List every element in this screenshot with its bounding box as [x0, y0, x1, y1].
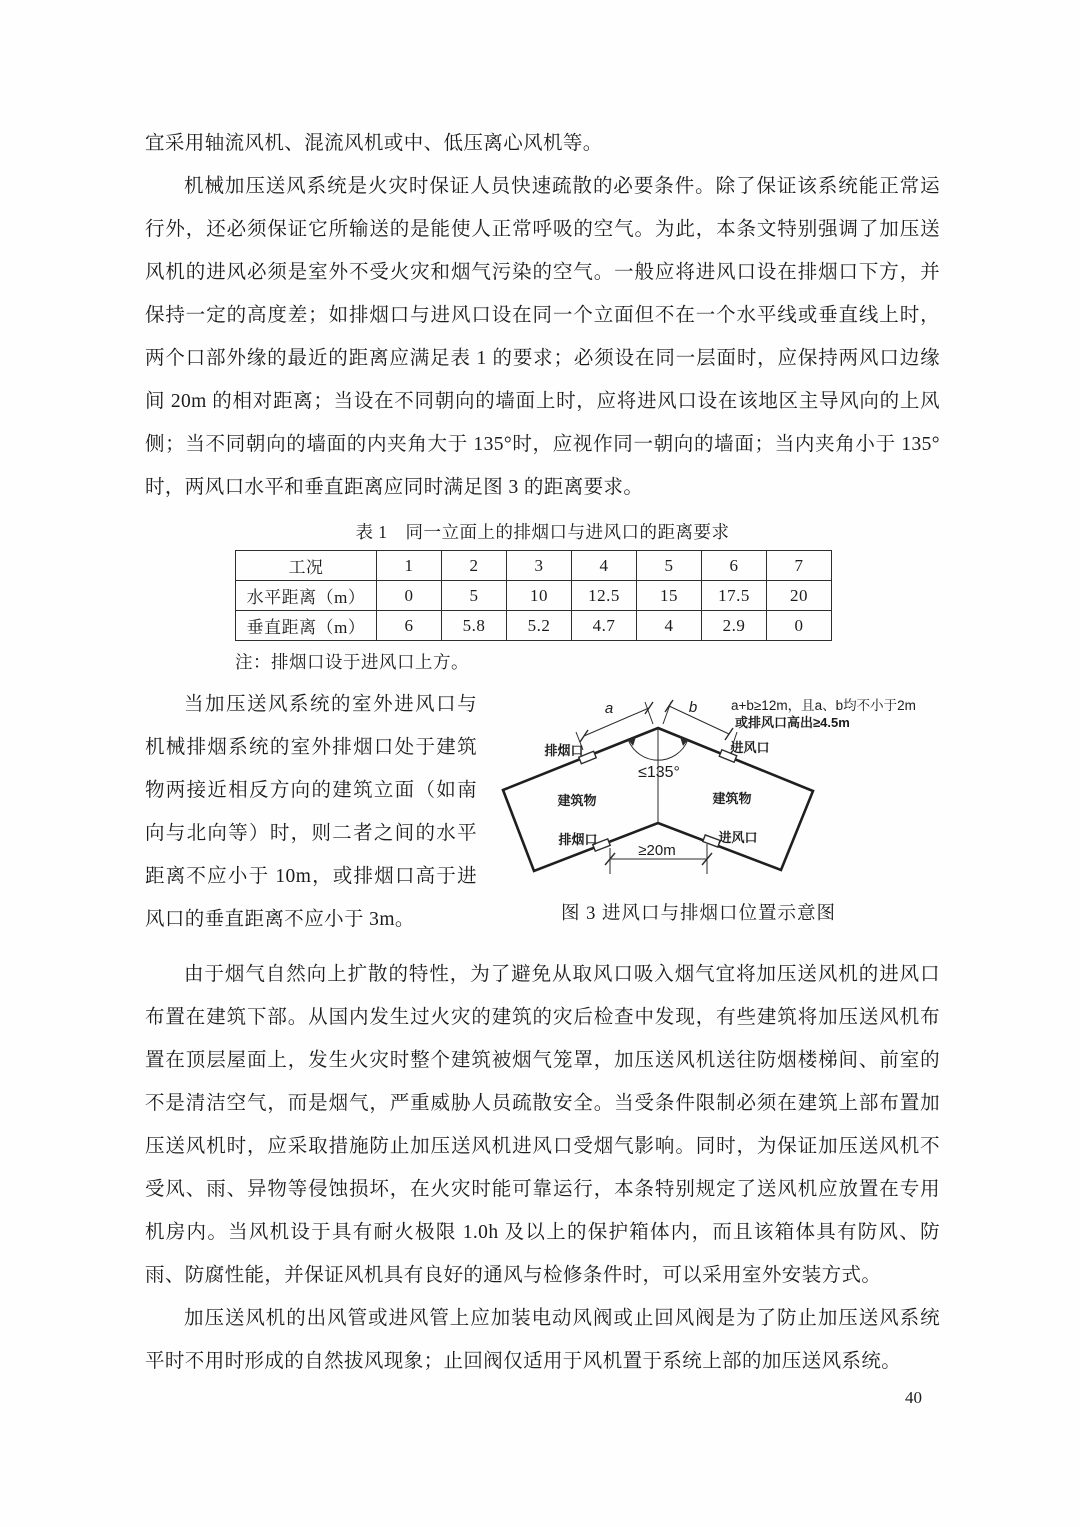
- dimension-tick: [725, 728, 733, 740]
- figure-annotation-line2: 或排风口高出≥4.5m: [735, 715, 850, 730]
- table-cell: 6: [377, 611, 442, 641]
- table-row-label: 垂直距离（m）: [236, 611, 377, 641]
- table-cell: 5: [442, 581, 507, 611]
- distance-table: [235, 550, 832, 641]
- dimension-b-line: [669, 706, 729, 734]
- air-inlet-bottom-label: 进风口: [718, 830, 758, 845]
- figure-annotation-line1: a+b≥12m，且a、b均不小于2m: [731, 698, 916, 713]
- smoke-outlet-top-label: 排烟口: [544, 743, 584, 758]
- table-cell: 2: [442, 551, 507, 581]
- page-number: 40: [905, 1388, 922, 1407]
- table-row: [236, 551, 832, 581]
- table-cell: 1: [377, 551, 442, 581]
- table-cell: 3: [507, 551, 572, 581]
- figure-caption: 图 3 进风口与排烟口位置示意图: [560, 904, 836, 924]
- figure-3: [491, 683, 940, 941]
- paragraph: 宜采用轴流风机、混流风机或中、低压离心风机等。: [145, 133, 603, 154]
- smoke-outlet-bottom-label: 排烟口: [558, 832, 598, 847]
- table-cell: 10: [507, 581, 572, 611]
- dim-b-label: b: [688, 699, 698, 716]
- table-cell: 6: [702, 551, 767, 581]
- figure-side-text: [145, 683, 477, 941]
- figure-3-diagram: [491, 686, 940, 886]
- dim-20m-label: ≥20m: [638, 842, 676, 859]
- table-row: [236, 611, 832, 641]
- table-cell: 0: [767, 611, 832, 641]
- table-cell: 4: [637, 611, 702, 641]
- table-cell: 5: [637, 551, 702, 581]
- table-cell: 15: [637, 581, 702, 611]
- air-inlet-top-label: 进风口: [730, 740, 770, 755]
- table-header-cell: 工况: [236, 551, 377, 581]
- paragraph: 加压送风机的出风管或进风管上应加装电动风阀或止回风阀是为了防止加压送风系统平时不用时形成的自然拔风现象；止回阀仅适用于风机置于系统上部的加压送风系统。: [145, 1308, 940, 1372]
- page-content: [145, 122, 940, 1383]
- table-cell: 2.9: [702, 611, 767, 641]
- dimension-tick: [580, 730, 588, 742]
- dimension-a-line: [584, 708, 649, 736]
- table-cell: 4: [572, 551, 637, 581]
- figure-section: [145, 683, 940, 941]
- extension-line: [663, 702, 671, 724]
- paragraph: 当加压送风系统的室外进风口与机械排烟系统的室外排烟口处于建筑物两接近相反方向的建筑立面（如南向与北向等）时，则二者之间的水平距离不应小于 10m，或排烟口高于进风口的垂直距离不应小于 3m。: [145, 694, 477, 930]
- building-left-label: 建筑物: [557, 793, 597, 808]
- dim-a-label: a: [604, 700, 614, 717]
- table-row-label: 水平距离（m）: [236, 581, 377, 611]
- paragraph: 由于烟气自然向上扩散的特性，为了避免从取风口吸入烟气宜将加压送风机的进风口布置在建筑下部。从国内发生过火灾的建筑的灾后检查中发现，有些建筑将加压送风机布置在顶层屋面上，发生火灾时整个建筑被烟气笼罩，加压送风机送往防烟楼梯间、前室的不是清洁空气，而是烟气，严重威胁人员疏散安全。当受条件限制必须在建筑上部布置加压送风机时，应采取措施防止加压送风机进风口受烟气影响。同时，为保证加压送风机不受风、雨、异物等侵蚀损坏，在火灾时能可靠运行，本条特别规定了送风机应放置在专用机房内。当风机设于具有耐火极限 1.0h 及以上的保护箱体内，而且该箱体具有防风、防雨、防腐性能，并保证风机具有良好的通风与检修条件时，可以采用室外安装方式。: [145, 964, 940, 1286]
- table-title: 表 1 同一立面上的排烟口与进风口的距离要求: [355, 522, 730, 542]
- table-cell: 4.7: [572, 611, 637, 641]
- table-cell: 17.5: [702, 581, 767, 611]
- table-row: [236, 581, 832, 611]
- table-cell: 0: [377, 581, 442, 611]
- paragraph: 机械加压送风系统是火灾时保证人员快速疏散的必要条件。除了保证该系统能正常运行外，还必须保证它所输送的是能使人正常呼吸的空气。为此，本条文特别强调了加压送风机的进风必须是室外不受火灾和烟气污染的空气。一般应将进风口设在排烟口下方，并保持一定的高度差；如排烟口与进风口设在同一个立面但不在一个水平线或垂直线上时，两个口部外缘的最近的距离应满足表 1 的要求；必须设在同一层面时，应保持两风口边缘间 20m 的相对距离；当设在不同朝向的墙面上时，应将进风口设在该地区主导风向的上风侧；当不同朝向的墙面的内夹角大于 135°时，应视作同一朝向的墙面；当内夹角小于 135°时，两风口水平和垂直距离应同时满足图 3 的距离要求。: [145, 176, 940, 498]
- table-cell: 20: [767, 581, 832, 611]
- table-note: 注：排烟口设于进风口上方。: [235, 652, 469, 672]
- table-cell: 7: [767, 551, 832, 581]
- building-right-label: 建筑物: [712, 791, 752, 806]
- dimension-tick: [665, 700, 673, 712]
- table-cell: 5.8: [442, 611, 507, 641]
- angle-label: ≤135°: [638, 764, 680, 781]
- table-cell: 5.2: [507, 611, 572, 641]
- table-cell: 12.5: [572, 581, 637, 611]
